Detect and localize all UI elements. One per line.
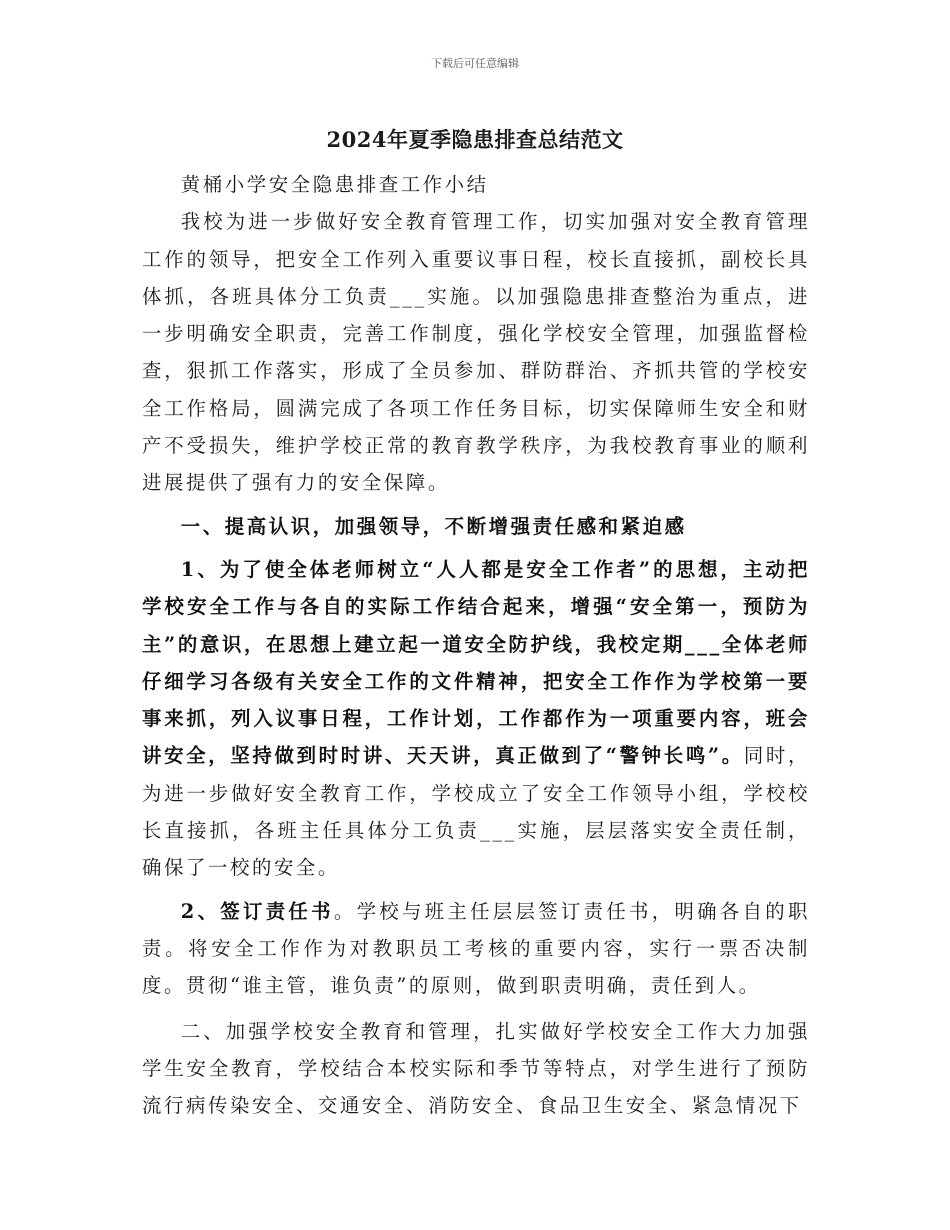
item-2-bold-text: 2、签订责任书	[180, 899, 334, 923]
item-1-paragraph	[142, 551, 810, 887]
header-note: 下载后可任意编辑	[431, 57, 519, 70]
document-body	[142, 166, 810, 1124]
item-1-rest-text: 同时，为进一步做好安全教育工作，学校成立了安全工作领导小组，学校校长直接抓，各班主任具体分工负责___实施，层层落实安全责任制，确保了一校的安全。	[142, 744, 810, 880]
intro-paragraph: 我校为进一步做好安全教育管理工作，切实加强对安全教育管理工作的领导，把安全工作列入重要议事日程，校长直接抓，副校长具体抓，各班具体分工负责___实施。以加强隐患排查整治为重点，进一步明确安全职责，完善工作制度，强化学校安全管理，加强监督检查，狠抓工作落实，形成了全员参加、群防群治、齐抓共管的学校安全工作格局，圆满完成了各项工作任务目标，切实保障师生安全和财产不受损失，维护学校正常的教育教学秩序，为我校教育事业的顺利进展提供了强有力的安全保障。	[142, 210, 810, 495]
item-2-rest-text: 。学校与班主任层层签订责任书，明确各自的职责。将安全工作作为对教职员工考核的重要内容，实行一票否决制度。贯彻“谁主管，谁负责”的原则，做到职责明确，责任到人。	[142, 899, 810, 998]
section-1-heading: 一、提高认识，加强领导，不断增强责任感和紧迫感	[180, 514, 687, 538]
item-1-bold-text: 1、为了使全体老师树立“人人都是安全工作者”的思想，主动把学校安全工作与各自的实际工作结合起来，增强“安全第一，预防为主”的意识，在思想上建立起一道安全防护线，我校定期___全体老师仔细学习各级有关安全工作的文件精神，把安全工作作为学校第一要事来抓，列入议事日程，工作计划，工作都作为一项重要内容，班会讲安全，坚持做到时时讲、天天讲，真正做到了“警钟长鸣”。	[142, 557, 810, 768]
section-2-paragraph: 二、加强学校安全教育和管理，扎实做好学校安全工作大力加强学生安全教育，学校结合本校实际和季节等特点，对学生进行了预防流行病传染安全、交通安全、消防安全、食品卫生安全、紧急情况下	[142, 1019, 810, 1118]
document-title: 2024年夏季隐患排查总结范文	[326, 127, 624, 152]
item-2-paragraph	[142, 893, 810, 1005]
subtitle-paragraph: 黄桶小学安全隐患排查工作小结	[180, 173, 489, 196]
